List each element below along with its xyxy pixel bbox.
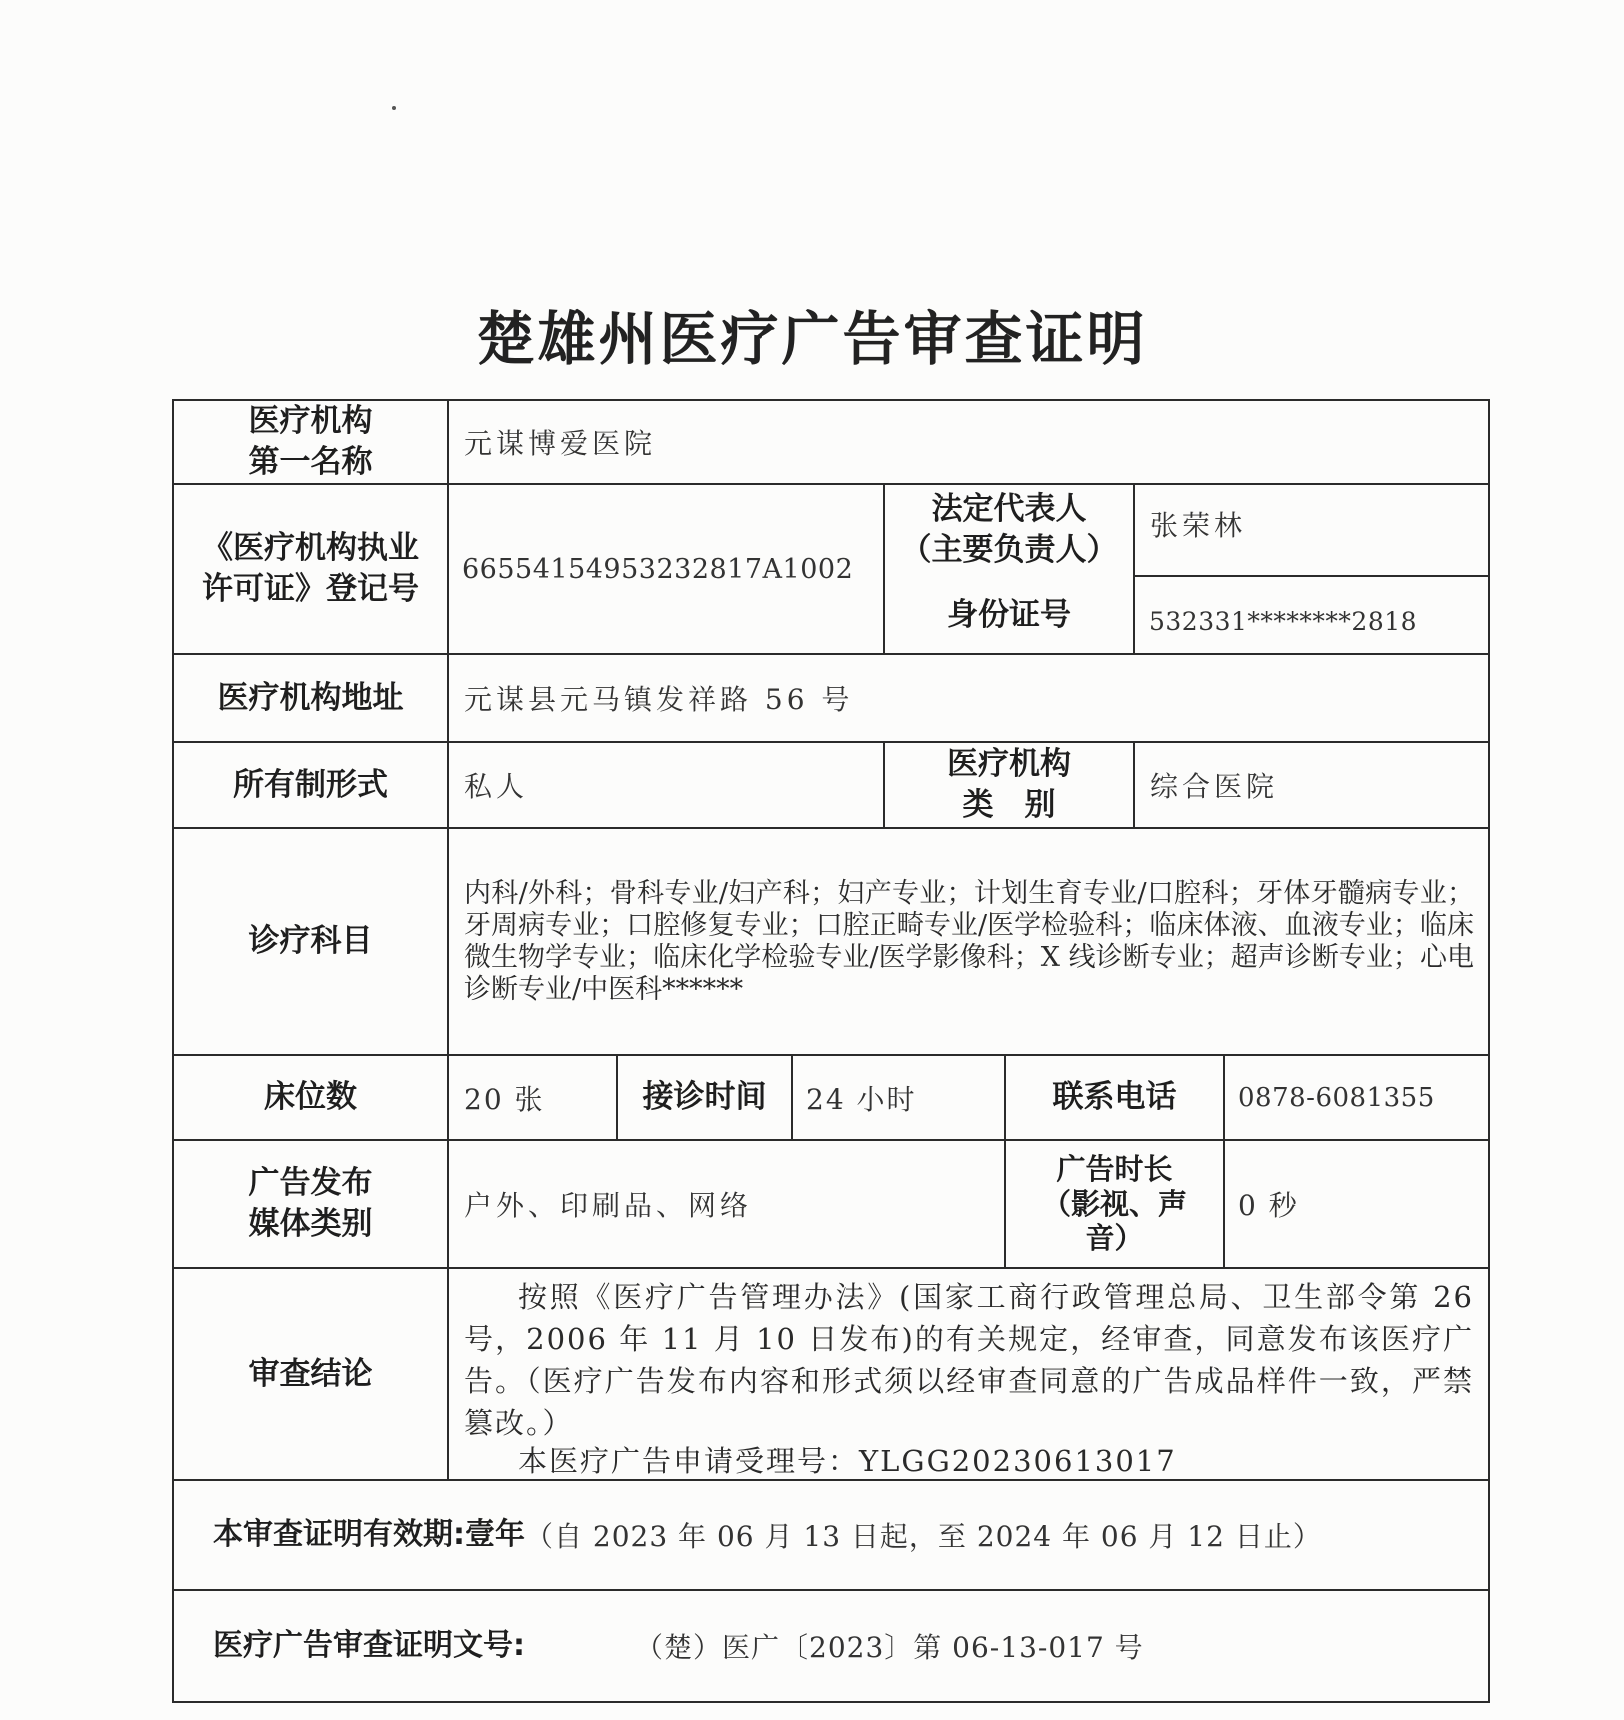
ownership-value: 私人 bbox=[464, 770, 529, 803]
ownership-label: 所有制形式 bbox=[233, 766, 388, 803]
phone-value: 0878-6081355 bbox=[1238, 1082, 1435, 1113]
departments-value: 内科/外科；骨科专业/妇产科；妇产专业；计划生育专业/口腔科；牙体牙髓病专业；牙周病专业；口腔修复专业；口腔正畸专业/医学检验科；临床体液、血液专业；临床微生物学专业；临床化学检验专业/医学影像科；X 线诊断专业；超声诊断专业；心电诊断专业/中医科****** bbox=[464, 878, 1474, 1005]
phone-label: 联系电话 bbox=[1052, 1079, 1177, 1116]
conclusion-text: 按照《医疗广告管理办法》(国家工商行政管理总局、卫生部令第 26 号，2006 年 11 月 10 日发布)的有关规定，经审查，同意发布该医疗广告。（医疗广告发布内容和形式须以经审查同意的广告成品样件一致，严禁篡改。） bbox=[464, 1280, 1474, 1440]
media-value: 户外、印刷品、网络 bbox=[464, 1189, 753, 1222]
category-value: 综合医院 bbox=[1150, 770, 1279, 803]
id-number-value: 532331********2818 bbox=[1149, 606, 1418, 636]
legal-rep-label: 法定代表人 （主要负责人） bbox=[900, 491, 1118, 568]
address-value: 元谋县元马镇发祥路 56 号 bbox=[464, 683, 854, 716]
institution-name-label: 医疗机构 第一名称 bbox=[248, 403, 373, 480]
cert-number-label: 医疗广告审查证明文号: bbox=[213, 1628, 525, 1664]
scan-speck bbox=[392, 106, 396, 110]
validity-dates: （自 2023 年 06 月 13 日起，至 2024 年 06 月 12 日止） bbox=[525, 1520, 1322, 1553]
license-label: 《医疗机构执业 许可证》登记号 bbox=[202, 530, 419, 607]
category-label: 医疗机构 类 别 bbox=[947, 746, 1071, 823]
duration-value: 0 秒 bbox=[1238, 1189, 1299, 1222]
departments-label: 诊疗科目 bbox=[248, 923, 373, 960]
institution-name-value: 元谋博爱医院 bbox=[464, 427, 657, 460]
media-label: 广告发布 媒体类别 bbox=[248, 1165, 373, 1242]
document-title: 楚雄州医疗广告审查证明 bbox=[476, 305, 1148, 373]
hours-value: 24 小时 bbox=[806, 1082, 917, 1116]
legal-rep-value: 张荣林 bbox=[1150, 509, 1247, 542]
beds-value: 20 张 bbox=[464, 1082, 545, 1116]
id-label: 身份证号 bbox=[947, 596, 1071, 633]
beds-label: 床位数 bbox=[264, 1079, 357, 1116]
cert-number-row bbox=[213, 1590, 1473, 1702]
validity-row bbox=[213, 1480, 1473, 1590]
hours-label: 接诊时间 bbox=[642, 1079, 767, 1116]
application-number: 本医疗广告申请受理号：YLGG20230613017 bbox=[518, 1444, 1177, 1478]
validity-label: 本审查证明有效期:壹年 bbox=[213, 1517, 525, 1553]
address-label: 医疗机构地址 bbox=[217, 679, 404, 716]
cert-number-value: （楚）医广〔2023〕第 06-13-017 号 bbox=[635, 1631, 1144, 1664]
license-number-value: 66554154953232817A1002 bbox=[462, 553, 854, 585]
duration-label: 广告时长 （影视、声 音） bbox=[1041, 1151, 1187, 1256]
conclusion-label: 审查结论 bbox=[248, 1355, 373, 1392]
